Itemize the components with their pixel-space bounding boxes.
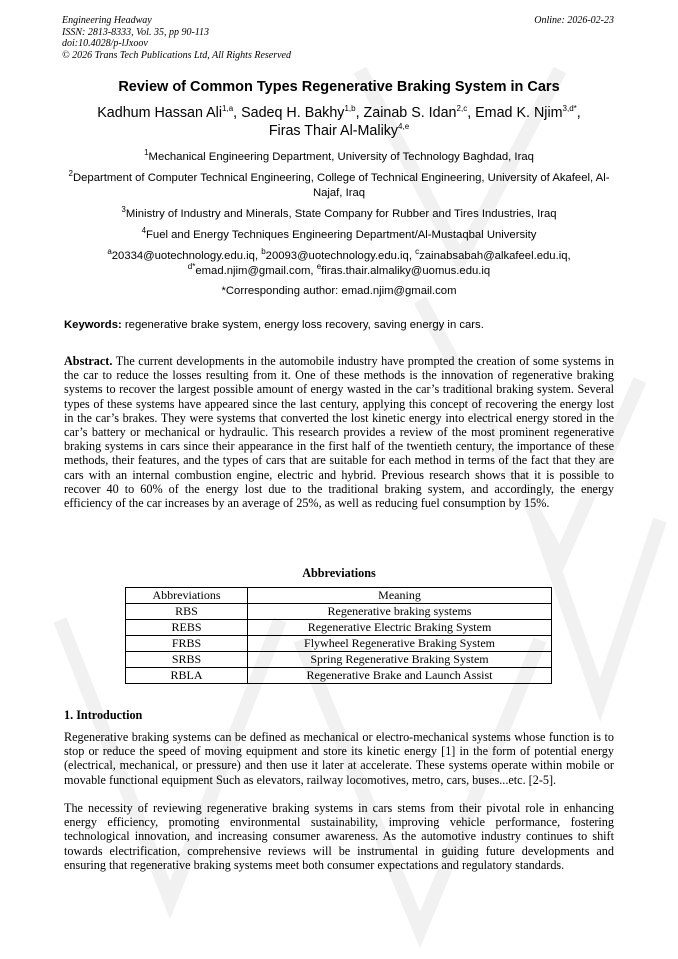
keywords — [64, 319, 614, 331]
table-row — [126, 636, 552, 652]
email-link[interactable]: zainabsabah@alkafeel.edu.iq — [419, 250, 568, 262]
table-cell: RBLA — [126, 668, 248, 684]
email-link[interactable]: emad.njim@gmail.com — [195, 264, 311, 277]
table-cell: RBS — [126, 604, 248, 620]
table-row — [126, 620, 552, 636]
author-sup: 2,c — [456, 104, 468, 114]
affiliation-1 — [60, 150, 618, 165]
table-cell: SRBS — [126, 652, 248, 668]
keywords-label: Keywords: — [64, 319, 122, 331]
abstract — [64, 354, 614, 510]
affiliation-text: Ministry of Industry and Minerals, State Company for Rubber and Tires Industries, Iraq — [125, 208, 557, 220]
affiliation-4 — [60, 228, 618, 243]
corresponding-author: *Corresponding author: emad.njim@gmail.com — [221, 285, 457, 297]
table-cell: Regenerative braking systems — [248, 604, 552, 620]
table-header-cell: Abbreviations — [126, 588, 248, 604]
affiliation-text: Fuel and Energy Techniques Engineering Department/Al-Mustaqbal University — [146, 229, 537, 241]
affiliation-num: 4 — [141, 226, 147, 236]
intro-paragraph-2: The necessity of reviewing regenerative braking systems in cars stems from their pivotal role in enhancing energy efficiency, promoting environmental sustainability, improving vehicle performance, fostering technological innovation, and increasing consumer awareness. As the automotive industry continues to shift towards electrification, comprehensive reviews will be instrumental in guiding future developments and ensuring that regenerative braking systems meet both consumer expectations and regulatory standards. — [64, 801, 614, 872]
email-link[interactable]: firas.thair.almaliky@uomus.edu.iq — [321, 264, 491, 277]
section-heading: 1. Introduction — [64, 708, 143, 722]
affiliation-num: 2 — [68, 169, 73, 179]
table-row — [126, 668, 552, 684]
author-sup: 4,e — [398, 122, 410, 132]
table-cell: FRBS — [126, 636, 248, 652]
journal-issn: ISSN: 2813-8333, Vol. 35, pp 90-113 — [62, 26, 210, 38]
author-sup: 1,b — [344, 104, 356, 114]
journal-name: Engineering Headway — [62, 15, 152, 26]
email-sup: e — [316, 261, 322, 271]
online-date: Online: 2026-02-23 — [534, 15, 614, 26]
email-list: $^a$20334@uotechnology.edu.iq, $^b$20093@uotechnology.edu.iq, $^c$zainabsabah@alkafeel.edu.iq, $^{d*}$emad.njim@gmail.com, $^e$firas.thair.almaliky@uomus.edu.iq — [107, 247, 571, 277]
author-name: Kadhum Hassan Ali — [97, 105, 223, 121]
paper-title: Review of Common Types Regenerative Braking System in Cars — [118, 79, 560, 95]
keywords-text: regenerative brake system, energy loss recovery, saving energy in cars. — [124, 319, 484, 331]
abstract-label: Abstract. — [64, 354, 113, 368]
table-header-cell: Meaning — [248, 588, 552, 604]
email-link[interactable]: 20334@uotechnology.edu.iq — [111, 250, 255, 262]
affiliation-num: 3 — [121, 205, 126, 215]
journal-copyright: © 2026 Trans Tech Publications Ltd, All Rights Reserved — [62, 49, 291, 61]
author-name: Emad K. Njim — [475, 105, 563, 121]
author-sup: 1,a — [222, 104, 234, 114]
author-list: Kadhum Hassan Ali$^{1,a}$, Sadeq H. Bakhy$^{1,b}$, Zainab S. Idan$^{2,c}$, Emad K. Njim$^{3,d*}$, Firas Thair Al-Maliky$^{4,e}$ — [97, 104, 581, 139]
table-cell: Regenerative Brake and Launch Assist — [248, 668, 552, 684]
author-name: Sadeq H. Bakhy — [241, 105, 345, 121]
email-sup: d* — [187, 261, 196, 271]
affiliation-2 — [60, 171, 618, 200]
affiliation-num: 1 — [144, 148, 149, 158]
intro-paragraph-1: Regenerative braking systems can be defined as mechanical or electro-mechanical systems whose function is to stop or reduce the speed of moving equipment and store its kinetic energy [1] in the form of potential energy (electrical, mechanical, or pressure) and then use it later at accelerate. These systems operate within mobile or movable functional equipment Such as elevators, railway locomotives, metro, cars, buses...etc. [2-5]. — [64, 730, 614, 787]
table-header-row — [126, 588, 552, 604]
table-cell: Flywheel Regenerative Braking System — [248, 636, 552, 652]
email-sup: c — [415, 247, 420, 257]
author-sup: 3,d* — [562, 104, 577, 114]
table-cell: Regenerative Electric Braking System — [248, 620, 552, 636]
affiliation-3 — [60, 207, 618, 222]
journal-doi[interactable]: doi:10.4028/p-lJxoov — [62, 38, 148, 49]
table-title: Abbreviations — [302, 566, 376, 580]
affiliation-text: Mechanical Engineering Department, University of Technology Baghdad, Iraq — [148, 151, 534, 163]
journal-header — [62, 15, 291, 61]
author-name: Zainab S. Idan — [363, 105, 457, 121]
email-link[interactable]: 20093@uotechnology.edu.iq — [265, 250, 409, 262]
abbreviations-table — [125, 587, 552, 684]
table-cell: REBS — [126, 620, 248, 636]
table-row — [126, 652, 552, 668]
abstract-text: The current developments in the automobile industry have prompted the creation of some systems in the car to reduce the losses resulting from it. One of these methods is the innovation of regenerative braking systems to recover the largest possible amount of energy wasted in the car’s traditional braking system. Several types of these systems have appeared since the last century, applying this concept of recovering the energy lost in the car’s brakes. They were systems that converted the lost kinetic energy into electrical energy stored in the car’s battery or mechanical or hydraulic. This research provides a review of the most prominent regenerative braking systems in cars since their appearance in the first half of the twentieth century, the importance of these methods, their features, and the types of cars that are suitable for each method in terms of the fact that they are cars with an internal combustion engine, electric and hybrid. Previous research shows that it is possible to recover 40 to 60% of the energy lost due to the traditional braking system, and accordingly, the energy efficiency of the car increases by an average of 25%, as well as reducing fuel consumption by 15%. — [64, 354, 615, 511]
author-name: Firas Thair Al-Maliky — [268, 123, 399, 139]
table-row — [126, 604, 552, 620]
email-sup: a — [107, 247, 112, 257]
email-sup: b — [261, 247, 266, 257]
table-cell: Spring Regenerative Braking System — [248, 652, 552, 668]
affiliation-text: Department of Computer Technical Engineering, College of Technical Engineering, University of Akafeel, Al-Najaf, Iraq — [72, 172, 610, 199]
